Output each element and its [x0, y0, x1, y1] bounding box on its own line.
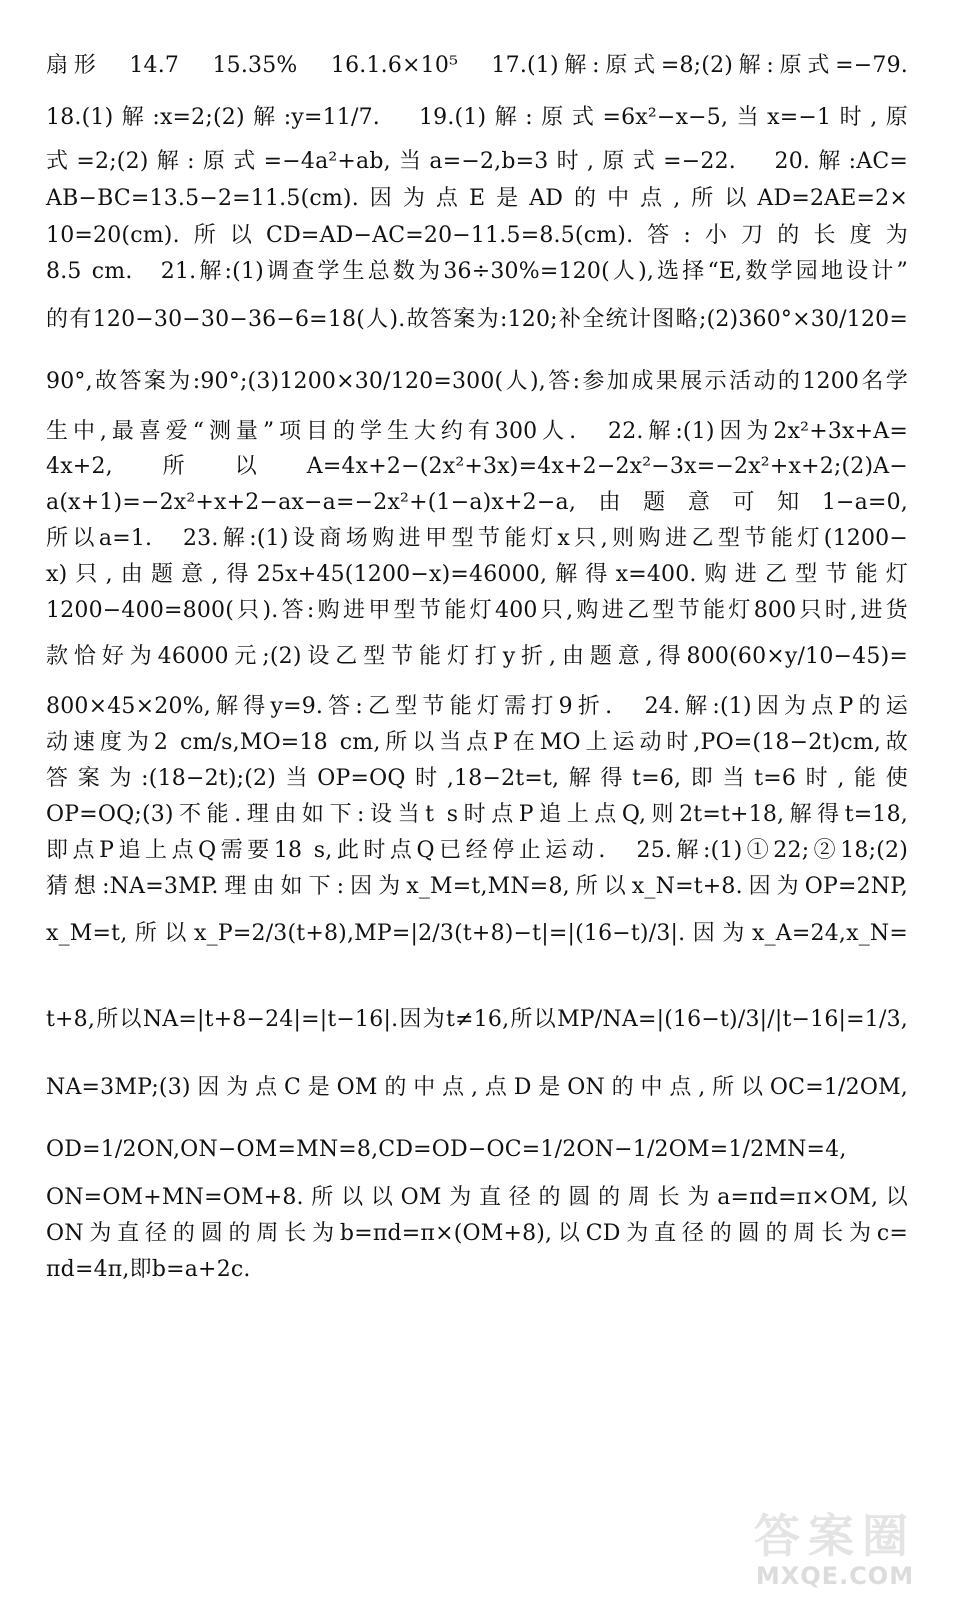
text-line: 10=20(cm).所以CD=AD−AC=20−11.5=8.5(cm).答:小刀的长度为 [46, 223, 908, 248]
text-line: ON=OM+MN=OM+8.所以以OM为直径的圆的周长为a=πd=π×OM,以 [46, 1185, 908, 1210]
text-line: 800×45×20%,解得y=9.答:乙型节能灯需打9折. 24.解:(1)因为点P的运 [46, 694, 908, 719]
text-line: AB−BC=13.5−2=11.5(cm).因为点E是AD的中点,所以AD=2AE=2× [46, 186, 908, 211]
text-line: t+8,所以NA=|t+8−24|=|t−16|.因为t≠16,所以MP/NA=|(16−t)/3|/|t−16|=1/3, [46, 1007, 908, 1032]
watermark-title: 答案圈 [754, 1509, 916, 1563]
text-line: ON为直径的圆的周长为b=πd=π×(OM+8),以CD为直径的圆的周长为c= [46, 1221, 908, 1246]
text-line: x)只,由题意,得25x+45(1200−x)=46000,解得x=400.购进乙型节能灯 [46, 562, 908, 587]
text-line: πd=4π,即b=a+2c. [46, 1257, 251, 1282]
text-line: 式=2;(2)解:原式=−4a²+ab,当a=−2,b=3时,原式=−22. 20.解:AC= [46, 149, 908, 174]
site-watermark [735, 1508, 935, 1592]
text-line: 8.5 cm. 21.解:(1)调查学生总数为36÷30%=120(人),选择“E,数学园地设计” [46, 259, 908, 284]
text-line: NA=3MP;(3)因为点C是OM的中点,点D是ON的中点,所以OC=1/2OM, [46, 1075, 908, 1100]
text-line: 18.(1)解:x=2;(2)解:y=11/7. 19.(1)解:原式=6x²−x−5,当x=−1时,原 [46, 105, 908, 130]
text-line: a(x+1)=−2x²+x+2−ax−a=−2x²+(1−a)x+2−a,由题意可知1−a=0, [46, 490, 908, 515]
text-line: 4x+2,所以A=4x+2−(2x²+3x)=4x+2−2x²−3x=−2x²+x+2;(2)A− [46, 454, 908, 479]
text-line: 猜想:NA=3MP.理由如下:因为x_M=t,MN=8,所以x_N=t+8.因为OP=2NP, [46, 874, 908, 899]
text-line: 1200−400=800(只).答:购进甲型节能灯400只,购进乙型节能灯800只时,进货 [46, 598, 908, 623]
text-line: 款恰好为46000元;(2)设乙型节能灯打y折,由题意,得800(60×y/10−45)= [46, 644, 908, 669]
text-line: 答案为:(18−2t);(2)当OP=OQ时,18−2t=t,解得t=6,即当t=6时,能使 [46, 766, 908, 791]
text-line: x_M=t,所以x_P=2/3(t+8),MP=|2/3(t+8)−t|=|(16−t)/3|.因为x_A=24,x_N= [46, 921, 908, 946]
text-line: 动速度为2 cm/s,MO=18 cm,所以当点P在MO上运动时,PO=(18−2t)cm,故 [46, 730, 908, 755]
text-line: 所以a=1. 23.解:(1)设商场购进甲型节能灯x只,则购进乙型节能灯(1200− [46, 526, 908, 551]
text-line: 即点P追上点Q需要18 s,此时点Q已经停止运动. 25.解:(1)①22;②18;(2) [46, 838, 908, 863]
text-line: 生中,最喜爱“测量”项目的学生大约有300人. 22.解:(1)因为2x²+3x+A= [46, 419, 908, 444]
text-line: OD=1/2ON,ON−OM=MN=8,CD=OD−OC=1/2ON−1/2OM=1/2MN=4, [46, 1137, 847, 1162]
text-line: 的有120−30−30−36−6=18(人).故答案为:120;补全统计图略;(2)360°×30/120= [46, 307, 908, 332]
text-line: 扇形 14.7 15.35% 16.1.6×10⁵ 17.(1)解:原式=8;(2)解:原式=−79. [46, 53, 908, 78]
text-line: 90°,故答案为:90°;(3)1200×30/120=300(人),答:参加成果展示活动的1200名学 [46, 369, 908, 394]
watermark-url: MXQE.COM [755, 1562, 915, 1590]
text-line: OP=OQ;(3)不能.理由如下:设当t s时点P追上点Q,则2t=t+18,解得t=18, [46, 802, 908, 827]
